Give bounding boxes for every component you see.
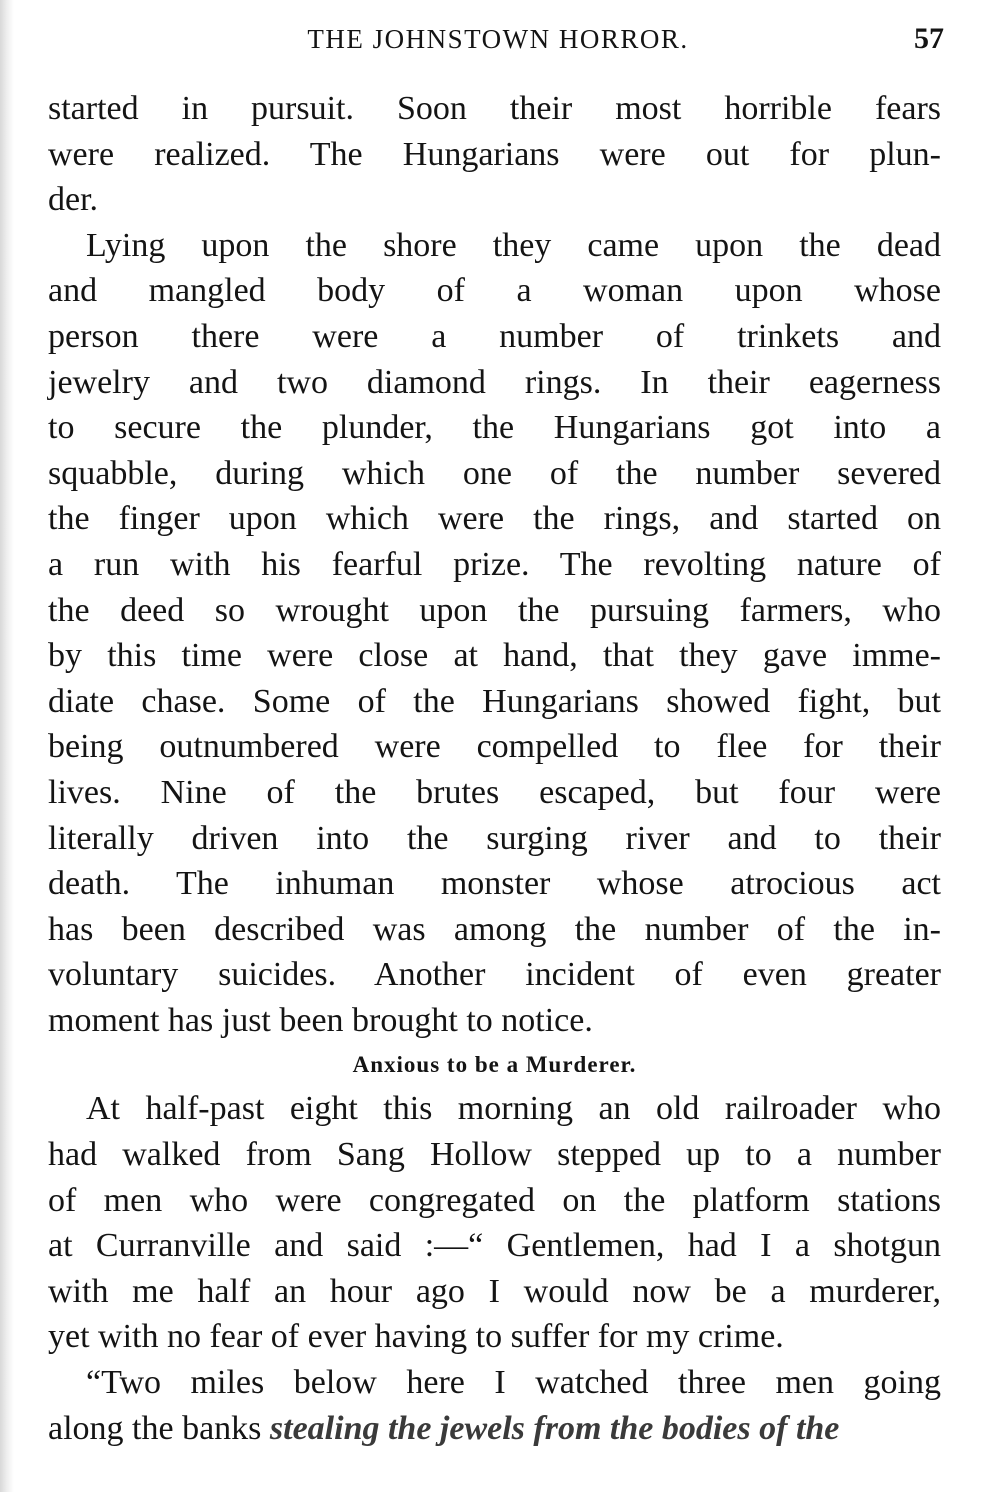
text-line: had walked from Sang Hollow stepped up to a number (48, 1136, 941, 1174)
body-text (48, 86, 941, 1451)
running-head: THE JOHNSTOWN HORROR. (307, 24, 689, 54)
text-line: the finger upon which were the rings, and started on (48, 500, 941, 538)
text-line: moment has just been brought to notice. (48, 1001, 593, 1039)
text-line: started in pursuit. Soon their most horrible fears (48, 90, 941, 127)
section-heading: Anxious to be a Murderer. (352, 1052, 637, 1078)
text-line: Lying upon the shore they came upon the dead (86, 226, 941, 264)
text-line: At half-past eight this morning an old railroader who (86, 1090, 941, 1128)
text-line: to secure the plunder, the Hungarians got into a (48, 409, 941, 447)
text-line: “Two miles below here I watched three men going (86, 1364, 941, 1402)
text-line: voluntary suicides. Another incident of even greater (48, 956, 941, 994)
text-line: the deed so wrought upon the pursuing farmers, who (48, 591, 941, 629)
text-line: lives. Nine of the brutes escaped, but four were (48, 773, 941, 811)
text-line: and mangled body of a woman upon whose (48, 272, 941, 310)
text-line: jewelry and two diamond rings. In their eagerness (48, 363, 941, 401)
text-line: literally driven into the surging river and to their (48, 819, 941, 857)
text-line: person there were a number of trinkets and (48, 317, 941, 355)
text-line: der. (48, 181, 99, 219)
text-line: being outnumbered were compelled to flee for their (48, 728, 941, 766)
text-line: at Curranville and said :—“ Gentlemen, had I a shotgun (48, 1227, 941, 1265)
text-line: diate chase. Some of the Hungarians showed fight, but (48, 682, 941, 720)
text-line: with me half an hour ago I would now be a murderer, (48, 1272, 941, 1310)
text-line: death. The inhuman monster whose atrocious act (48, 865, 941, 903)
emphasized-text: stealing the jewels from the bodies of the (269, 1409, 840, 1447)
text-line (48, 1406, 941, 1452)
text-line: squabble, during which one of the number severed (48, 454, 941, 492)
text-line: a run with his fearful prize. The revolting nature of (48, 545, 941, 583)
page-number: 57 (914, 22, 944, 55)
scan-edge-shadow (0, 0, 14, 1492)
text-line: yet with no fear of ever having to suffer for my crime. (48, 1318, 784, 1356)
text-line: has been described was among the number of the in- (48, 910, 941, 948)
text-line: of men who were congregated on the platform stations (48, 1181, 941, 1219)
text-run: along the banks (48, 1409, 270, 1447)
page-header (48, 22, 948, 58)
text-line: by this time were close at hand, that they gave imme- (48, 637, 941, 675)
text-line: were realized. The Hungarians were out for plun- (48, 135, 941, 173)
